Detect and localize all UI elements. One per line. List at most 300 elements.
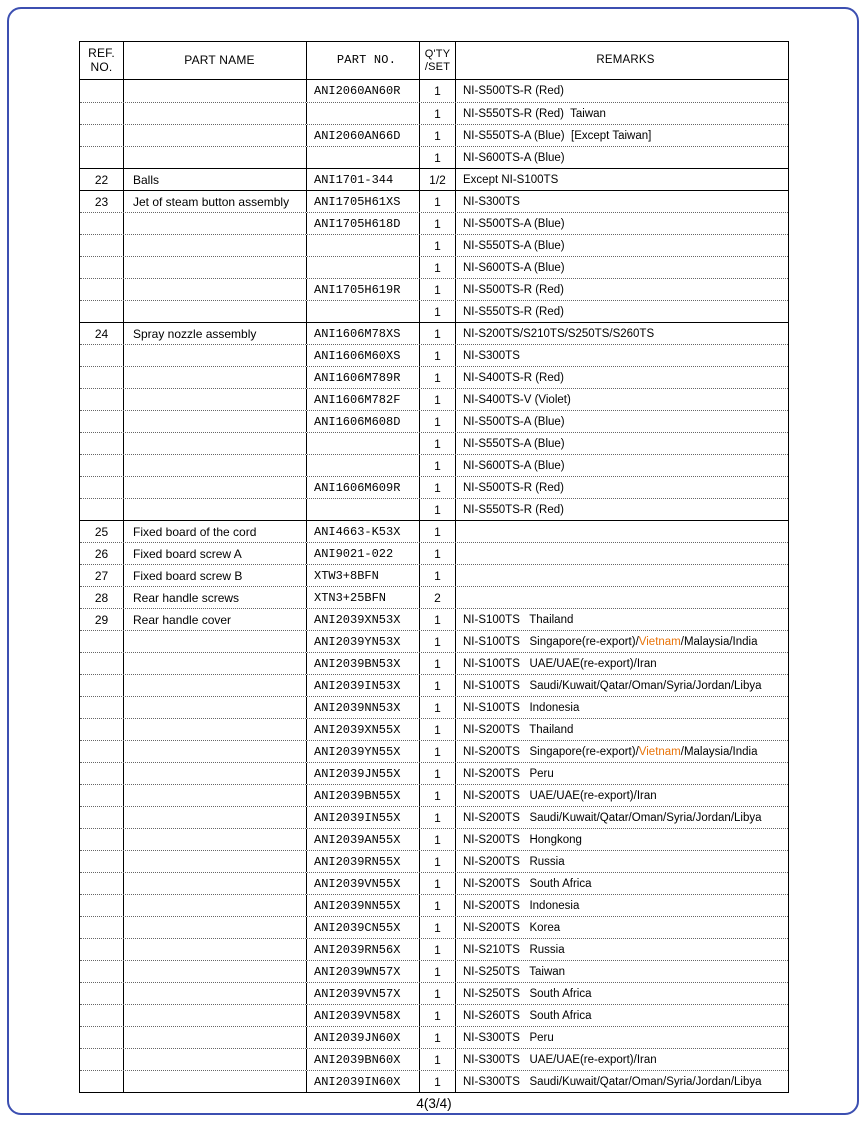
remark-segment: NI-S200TS/S210TS/S250TS/S260TS — [463, 327, 655, 340]
qty-cell: 1 — [420, 455, 456, 476]
qty-cell: 1 — [420, 719, 456, 740]
remark-segment: NI-S550TS-A (Blue) [Except Taiwan] — [463, 129, 652, 142]
qty-cell: 1 — [420, 873, 456, 894]
remark-segment: NI-S200TS UAE/UAE(re-export)/Iran — [463, 789, 657, 802]
qty-cell: 1 — [420, 345, 456, 366]
qty-cell: 1 — [420, 543, 456, 564]
highlighted-country: Vietnam — [638, 635, 681, 648]
table-row — [80, 1048, 788, 1070]
qty-cell: 1 — [420, 851, 456, 872]
qty-cell: 1 — [420, 763, 456, 784]
remark-segment: NI-S200TS South Africa — [463, 877, 592, 890]
remarks-cell — [456, 235, 788, 256]
qty-cell: 1 — [420, 675, 456, 696]
ref-no-cell — [80, 829, 124, 850]
part-no-cell — [307, 235, 420, 256]
table-row — [80, 586, 788, 608]
ref-no-cell: 25 — [80, 521, 124, 542]
part-no-cell: ANI2039RN55X — [307, 851, 420, 872]
qty-cell: 1 — [420, 213, 456, 234]
ref-no-cell: 22 — [80, 169, 124, 190]
part-name-cell — [124, 785, 307, 806]
remarks-cell — [456, 103, 788, 124]
remarks-cell — [456, 829, 788, 850]
table-row — [80, 608, 788, 630]
qty-cell: 1 — [420, 697, 456, 718]
table-row — [80, 432, 788, 454]
remarks-cell — [456, 345, 788, 366]
col-header-qty — [420, 42, 456, 79]
part-name-cell — [124, 147, 307, 168]
part-no-cell: ANI2039VN55X — [307, 873, 420, 894]
remarks-cell — [456, 631, 788, 652]
remark-segment: NI-S300TS UAE/UAE(re-export)/Iran — [463, 1053, 657, 1066]
remarks-cell — [456, 961, 788, 982]
ref-no-cell — [80, 653, 124, 674]
ref-no-cell — [80, 983, 124, 1004]
remark-segment: /Malaysia/India — [680, 635, 758, 648]
col-header-ref-line1: REF. — [88, 45, 115, 60]
part-no-cell — [307, 301, 420, 322]
part-name-cell — [124, 675, 307, 696]
remarks-cell — [456, 1027, 788, 1048]
ref-no-cell — [80, 103, 124, 124]
ref-no-cell — [80, 1049, 124, 1070]
remarks-cell — [456, 1049, 788, 1070]
part-no-cell: ANI2039BN53X — [307, 653, 420, 674]
qty-cell: 1 — [420, 895, 456, 916]
remark-segment: NI-S300TS — [463, 195, 520, 208]
remark-segment: NI-S550TS-A (Blue) — [463, 239, 565, 252]
remarks-cell — [456, 719, 788, 740]
ref-no-cell: 29 — [80, 609, 124, 630]
part-name-cell — [124, 499, 307, 520]
part-name-cell — [124, 125, 307, 146]
table-row — [80, 960, 788, 982]
remark-segment: NI-S300TS Saudi/Kuwait/Qatar/Oman/Syria/Jordan/Libya — [463, 1075, 762, 1088]
remarks-cell — [456, 543, 788, 564]
ref-no-cell — [80, 257, 124, 278]
part-no-cell: ANI1606M782F — [307, 389, 420, 410]
ref-no-cell — [80, 499, 124, 520]
part-no-cell — [307, 499, 420, 520]
remarks-cell — [456, 257, 788, 278]
ref-no-cell: 26 — [80, 543, 124, 564]
col-header-remarks: REMARKS — [596, 53, 655, 66]
remarks-cell — [456, 1071, 788, 1092]
part-name-cell — [124, 917, 307, 938]
ref-no-cell: 23 — [80, 191, 124, 212]
table-row — [80, 696, 788, 718]
table-row — [80, 872, 788, 894]
remark-segment: NI-S200TS Korea — [463, 921, 561, 934]
qty-cell: 1 — [420, 80, 456, 102]
part-no-cell: ANI2039BN55X — [307, 785, 420, 806]
table-row — [80, 498, 788, 520]
qty-cell: 1 — [420, 257, 456, 278]
part-no-cell: ANI2039YN55X — [307, 741, 420, 762]
ref-no-cell — [80, 939, 124, 960]
part-name-cell: Fixed board of the cord — [124, 521, 307, 542]
qty-cell: 1 — [420, 785, 456, 806]
qty-cell: 1 — [420, 477, 456, 498]
highlighted-country: Vietnam — [638, 745, 681, 758]
remarks-cell — [456, 851, 788, 872]
qty-cell: 1 — [420, 1027, 456, 1048]
part-name-cell — [124, 477, 307, 498]
table-row — [80, 916, 788, 938]
remarks-cell — [456, 763, 788, 784]
remark-segment: NI-S550TS-R (Red) Taiwan — [463, 107, 606, 120]
parts-table — [79, 41, 789, 1093]
qty-cell: 1 — [420, 939, 456, 960]
qty-cell: 1 — [420, 411, 456, 432]
col-header-ref-line2: NO. — [90, 59, 113, 74]
table-row — [80, 564, 788, 586]
part-name-cell — [124, 1005, 307, 1026]
qty-cell: 1 — [420, 653, 456, 674]
part-no-cell: ANI1606M608D — [307, 411, 420, 432]
part-name-cell: Rear handle screws — [124, 587, 307, 608]
ref-no-cell — [80, 80, 124, 102]
table-row — [80, 256, 788, 278]
table-row — [80, 894, 788, 916]
remarks-cell — [456, 455, 788, 476]
remark-segment: NI-S600TS-A (Blue) — [463, 261, 565, 274]
part-no-cell — [307, 455, 420, 476]
part-no-cell: ANI2039JN55X — [307, 763, 420, 784]
qty-cell: 1 — [420, 565, 456, 586]
part-name-cell — [124, 895, 307, 916]
table-row — [80, 828, 788, 850]
qty-cell: 1 — [420, 147, 456, 168]
qty-cell: 1 — [420, 367, 456, 388]
part-name-cell — [124, 367, 307, 388]
ref-no-cell — [80, 785, 124, 806]
ref-no-cell — [80, 961, 124, 982]
part-no-cell: ANI2039XN55X — [307, 719, 420, 740]
ref-no-cell — [80, 895, 124, 916]
part-no-cell: ANI2039NN53X — [307, 697, 420, 718]
part-name-cell — [124, 807, 307, 828]
part-no-cell: ANI1705H619R — [307, 279, 420, 300]
remarks-cell — [456, 367, 788, 388]
table-row — [80, 938, 788, 960]
qty-cell: 1 — [420, 433, 456, 454]
parts-table-body — [80, 80, 788, 1092]
remarks-cell — [456, 301, 788, 322]
remark-segment: NI-S100TS Saudi/Kuwait/Qatar/Oman/Syria/Jordan/Libya — [463, 679, 762, 692]
qty-cell: 1 — [420, 983, 456, 1004]
table-row — [80, 300, 788, 322]
ref-no-cell — [80, 301, 124, 322]
remark-segment: NI-S250TS Taiwan — [463, 965, 566, 978]
remarks-cell — [456, 939, 788, 960]
ref-no-cell — [80, 345, 124, 366]
part-no-cell: ANI2039IN53X — [307, 675, 420, 696]
part-no-cell — [307, 103, 420, 124]
part-name-cell — [124, 961, 307, 982]
table-row — [80, 212, 788, 234]
part-name-cell — [124, 301, 307, 322]
part-no-cell: ANI2039WN57X — [307, 961, 420, 982]
part-name-cell — [124, 411, 307, 432]
ref-no-cell — [80, 213, 124, 234]
table-row — [80, 740, 788, 762]
ref-no-cell — [80, 741, 124, 762]
part-no-cell: ANI9021-022 — [307, 543, 420, 564]
remarks-cell — [456, 279, 788, 300]
table-row — [80, 344, 788, 366]
qty-cell: 1 — [420, 961, 456, 982]
part-name-cell — [124, 719, 307, 740]
remarks-cell — [456, 191, 788, 212]
table-row — [80, 388, 788, 410]
remark-segment: NI-S500TS-R (Red) — [463, 481, 564, 494]
remarks-cell — [456, 785, 788, 806]
remarks-cell — [456, 983, 788, 1004]
remarks-cell — [456, 895, 788, 916]
ref-no-cell — [80, 455, 124, 476]
part-no-cell: ANI2060AN66D — [307, 125, 420, 146]
remark-segment: NI-S200TS Singapore(re-export)/ — [463, 745, 639, 758]
part-name-cell — [124, 763, 307, 784]
ref-no-cell — [80, 807, 124, 828]
part-no-cell — [307, 147, 420, 168]
table-row — [80, 1004, 788, 1026]
table-row — [80, 278, 788, 300]
qty-cell: 1 — [420, 1049, 456, 1070]
table-row — [80, 806, 788, 828]
part-name-cell — [124, 279, 307, 300]
col-header-qty-line1: Q'TY — [424, 47, 451, 60]
remarks-cell — [456, 499, 788, 520]
qty-cell: 1 — [420, 323, 456, 344]
remark-segment: NI-S550TS-R (Red) — [463, 305, 564, 318]
remark-segment: NI-S500TS-R (Red) — [463, 85, 564, 97]
remarks-cell — [456, 213, 788, 234]
remark-segment: NI-S550TS-R (Red) — [463, 503, 564, 516]
remark-segment: NI-S100TS Indonesia — [463, 701, 580, 714]
part-no-cell — [307, 257, 420, 278]
table-header-row — [80, 42, 788, 80]
part-name-cell — [124, 741, 307, 762]
table-row — [80, 168, 788, 190]
remarks-cell — [456, 389, 788, 410]
table-row — [80, 850, 788, 872]
ref-no-cell — [80, 389, 124, 410]
remark-segment: NI-S400TS-V (Violet) — [463, 393, 571, 406]
remarks-cell — [456, 411, 788, 432]
part-name-cell — [124, 235, 307, 256]
table-row — [80, 630, 788, 652]
part-no-cell: ANI2039AN55X — [307, 829, 420, 850]
ref-no-cell — [80, 1071, 124, 1092]
ref-no-cell: 28 — [80, 587, 124, 608]
ref-no-cell — [80, 873, 124, 894]
qty-cell: 1 — [420, 741, 456, 762]
remark-segment: NI-S500TS-A (Blue) — [463, 415, 565, 428]
part-name-cell — [124, 631, 307, 652]
ref-no-cell — [80, 675, 124, 696]
table-row — [80, 322, 788, 344]
qty-cell: 1 — [420, 609, 456, 630]
ref-no-cell — [80, 367, 124, 388]
part-no-cell — [307, 433, 420, 454]
part-no-cell: ANI1701-344 — [307, 169, 420, 190]
remark-segment: NI-S500TS-R (Red) — [463, 283, 564, 296]
ref-no-cell — [80, 763, 124, 784]
qty-cell: 1 — [420, 279, 456, 300]
part-name-cell — [124, 1027, 307, 1048]
remarks-cell — [456, 653, 788, 674]
table-row — [80, 190, 788, 212]
ref-no-cell — [80, 477, 124, 498]
table-row — [80, 982, 788, 1004]
remarks-cell — [456, 587, 788, 608]
qty-cell: 1 — [420, 235, 456, 256]
part-no-cell: ANI2039XN53X — [307, 609, 420, 630]
part-name-cell — [124, 257, 307, 278]
part-no-cell: ANI2039IN60X — [307, 1071, 420, 1092]
ref-no-cell — [80, 697, 124, 718]
qty-cell: 1 — [420, 499, 456, 520]
part-name-cell — [124, 389, 307, 410]
table-row — [80, 454, 788, 476]
remark-segment: NI-S400TS-R (Red) — [463, 371, 564, 384]
part-no-cell: ANI1606M78XS — [307, 323, 420, 344]
remark-segment: NI-S600TS-A (Blue) — [463, 151, 565, 164]
table-row — [80, 80, 788, 102]
page-number: 4(3/4) — [416, 1096, 452, 1111]
table-row — [80, 520, 788, 542]
remarks-cell — [456, 521, 788, 542]
ref-no-cell — [80, 719, 124, 740]
qty-cell: 1 — [420, 631, 456, 652]
ref-no-cell: 24 — [80, 323, 124, 344]
part-no-cell: ANI1606M60XS — [307, 345, 420, 366]
part-name-cell — [124, 80, 307, 102]
part-name-cell: Rear handle cover — [124, 609, 307, 630]
ref-no-cell — [80, 1005, 124, 1026]
remarks-cell — [456, 323, 788, 344]
remark-segment: NI-S200TS Hongkong — [463, 833, 582, 846]
part-name-cell — [124, 873, 307, 894]
remark-segment: NI-S300TS — [463, 349, 520, 362]
remark-segment: NI-S300TS Peru — [463, 1031, 554, 1044]
ref-no-cell — [80, 631, 124, 652]
qty-cell: 1 — [420, 807, 456, 828]
remark-segment: NI-S200TS Thailand — [463, 723, 574, 736]
remark-segment: NI-S600TS-A (Blue) — [463, 459, 565, 472]
ref-no-cell — [80, 147, 124, 168]
table-row — [80, 366, 788, 388]
remarks-cell — [456, 147, 788, 168]
remarks-cell — [456, 477, 788, 498]
part-name-cell: Jet of steam button assembly — [124, 191, 307, 212]
qty-cell: 1 — [420, 1005, 456, 1026]
table-row — [80, 762, 788, 784]
remarks-cell — [456, 917, 788, 938]
qty-cell: 2 — [420, 587, 456, 608]
remark-segment: NI-S100TS UAE/UAE(re-export)/Iran — [463, 657, 657, 670]
part-no-cell: ANI2039NN55X — [307, 895, 420, 916]
remark-segment: NI-S200TS Saudi/Kuwait/Qatar/Oman/Syria/Jordan/Libya — [463, 811, 762, 824]
ref-no-cell — [80, 851, 124, 872]
remarks-cell — [456, 433, 788, 454]
remark-segment: NI-S250TS South Africa — [463, 987, 592, 1000]
qty-cell: 1 — [420, 917, 456, 938]
qty-cell: 1 — [420, 521, 456, 542]
part-name-cell — [124, 829, 307, 850]
part-name-cell — [124, 1049, 307, 1070]
part-name-cell: Spray nozzle assembly — [124, 323, 307, 344]
ref-no-cell — [80, 235, 124, 256]
part-no-cell: ANI4663-K53X — [307, 521, 420, 542]
part-no-cell: ANI2039VN58X — [307, 1005, 420, 1026]
remark-segment: NI-S100TS Singapore(re-export)/ — [463, 635, 639, 648]
remark-segment: NI-S550TS-A (Blue) — [463, 437, 565, 450]
remark-segment: NI-S260TS South Africa — [463, 1009, 592, 1022]
part-name-cell — [124, 213, 307, 234]
part-name-cell — [124, 983, 307, 1004]
remark-segment: /Malaysia/India — [680, 745, 758, 758]
table-row — [80, 652, 788, 674]
table-row — [80, 234, 788, 256]
table-row — [80, 124, 788, 146]
part-no-cell: ANI2039BN60X — [307, 1049, 420, 1070]
part-no-cell: XTN3+25BFN — [307, 587, 420, 608]
qty-cell: 1 — [420, 103, 456, 124]
qty-cell: 1/2 — [420, 169, 456, 190]
remarks-cell — [456, 1005, 788, 1026]
remarks-cell — [456, 609, 788, 630]
ref-no-cell — [80, 917, 124, 938]
remarks-cell — [456, 807, 788, 828]
col-header-ref-no — [80, 42, 124, 79]
part-name-cell: Balls — [124, 169, 307, 190]
part-name-cell — [124, 1071, 307, 1092]
remarks-cell — [456, 873, 788, 894]
part-name-cell — [124, 939, 307, 960]
table-row — [80, 1070, 788, 1092]
ref-no-cell — [80, 411, 124, 432]
part-name-cell — [124, 697, 307, 718]
remarks-cell — [456, 675, 788, 696]
part-name-cell — [124, 345, 307, 366]
remarks-cell — [456, 125, 788, 146]
remark-segment: NI-S500TS-A (Blue) — [463, 217, 565, 230]
part-no-cell: ANI1705H61XS — [307, 191, 420, 212]
part-no-cell: ANI1705H618D — [307, 213, 420, 234]
part-name-cell: Fixed board screw A — [124, 543, 307, 564]
remarks-cell — [456, 565, 788, 586]
table-row — [80, 674, 788, 696]
remarks-cell — [456, 741, 788, 762]
part-name-cell — [124, 433, 307, 454]
table-row — [80, 102, 788, 124]
part-no-cell: ANI1606M789R — [307, 367, 420, 388]
part-name-cell: Fixed board screw B — [124, 565, 307, 586]
table-row — [80, 410, 788, 432]
part-no-cell: XTW3+8BFN — [307, 565, 420, 586]
col-header-part-name: PART NAME — [124, 42, 307, 79]
remark-segment: NI-S210TS Russia — [463, 943, 565, 956]
qty-cell: 1 — [420, 829, 456, 850]
table-row — [80, 542, 788, 564]
part-no-cell: ANI1606M609R — [307, 477, 420, 498]
table-row — [80, 146, 788, 168]
